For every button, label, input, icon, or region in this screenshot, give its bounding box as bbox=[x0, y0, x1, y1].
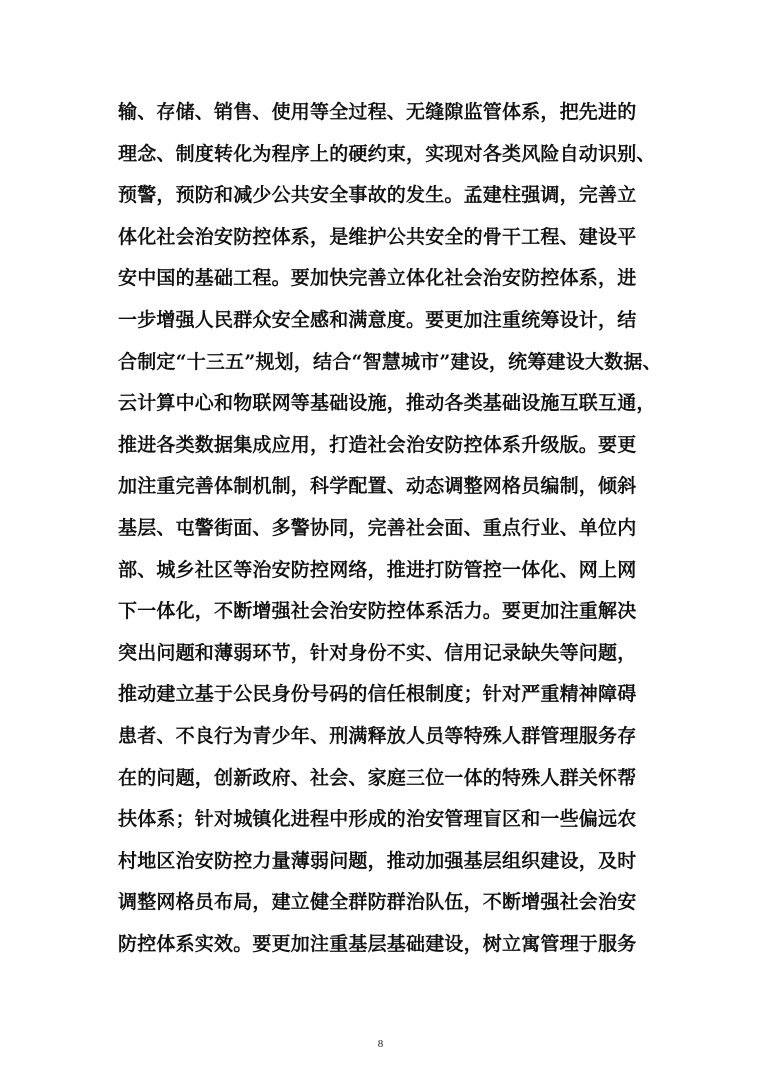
body-text bbox=[118, 92, 662, 965]
text-line-17: 在的问题，创新政府、社会、家庭三位一体的特殊人群关怀帮 bbox=[118, 766, 637, 789]
text-line-10: 加注重完善体制机制，科学配置、动态调整网格员编制，倾斜 bbox=[118, 475, 637, 498]
text-line-9: 推进各类数据集成应用，打造社会治安防控体系升级版。要更 bbox=[118, 433, 637, 456]
text-line-8: 云计算中心和物联网等基础设施，推动各类基础设施互联互通， bbox=[118, 392, 656, 415]
text-line-4: 体化社会治安防控体系，是维护公共安全的骨干工程、建设平 bbox=[118, 225, 637, 248]
text-line-20: 调整网格员布局，建立健全群防群治队伍，不断增强社会治安 bbox=[118, 891, 637, 914]
text-line-18: 扶体系；针对城镇化进程中形成的治安管理盲区和一些偏远农 bbox=[118, 808, 637, 831]
text-line-6: 一步增强人民群众安全感和满意度。要更加注重统筹设计，结 bbox=[118, 308, 637, 331]
text-line-14: 突出问题和薄弱环节，针对身份不实、信用记录缺失等问题， bbox=[118, 641, 637, 664]
page-number: 8 bbox=[377, 1038, 384, 1050]
text-line-7: 合制定“十三五”规划，结合“智慧城市”建设，统筹建设大数据、 bbox=[118, 350, 662, 373]
text-line-3: 预警，预防和减少公共安全事故的发生。孟建柱强调，完善立 bbox=[118, 184, 637, 207]
text-line-2: 理念、制度转化为程序上的硬约束，实现对各类风险自动识别、 bbox=[118, 142, 656, 165]
text-line-5: 安中国的基础工程。要加快完善立体化社会治安防控体系，进 bbox=[118, 267, 637, 290]
text-line-19: 村地区治安防控力量薄弱问题，推动加强基层组织建设，及时 bbox=[118, 849, 637, 872]
text-line-11: 基层、屯警街面、多警协同，完善社会面、重点行业、单位内 bbox=[118, 516, 637, 539]
text-line-13: 下一体化，不断增强社会治安防控体系活力。要更加注重解决 bbox=[118, 600, 637, 623]
text-line-1: 输、存储、销售、使用等全过程、无缝隙监管体系，把先进的 bbox=[118, 101, 637, 123]
text-line-15: 推动建立基于公民身份号码的信任根制度；针对严重精神障碍 bbox=[118, 683, 637, 706]
text-line-21: 防控体系实效。要更加注重基层基础建设，树立寓管理于服务 bbox=[118, 932, 637, 955]
text-line-12: 部、城乡社区等治安防控网络，推进打防管控一体化、网上网 bbox=[118, 558, 637, 581]
text-line-16: 患者、不良行为青少年、刑满释放人员等特殊人群管理服务存 bbox=[118, 724, 637, 747]
